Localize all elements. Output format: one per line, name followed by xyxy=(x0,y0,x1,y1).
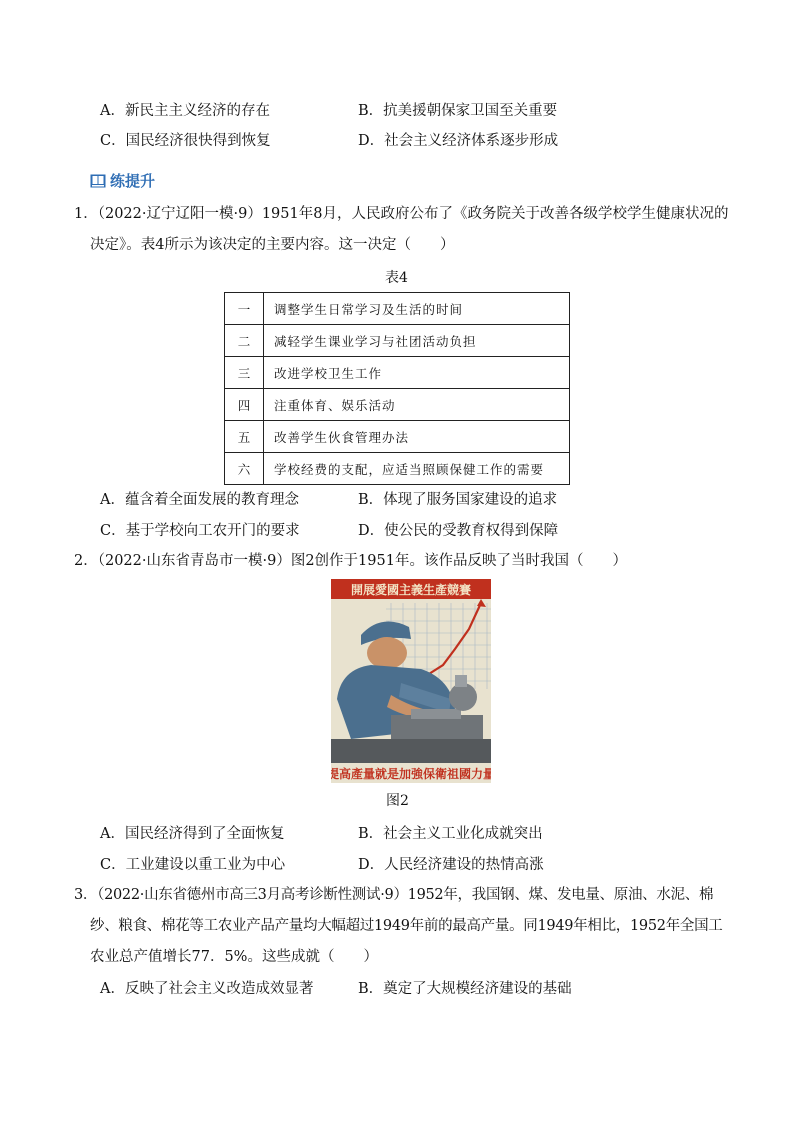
table-row xyxy=(225,421,570,453)
q2-stem-line1: 2．（2022·山东省青岛市一模·9）图2创作于1951年。该作品反映了当时我国（ ） xyxy=(74,553,627,569)
prev-option-a[interactable]: A．新民主主义经济的存在 xyxy=(100,103,270,119)
q1-option-c[interactable]: C．基于学校向工农开门的要求 xyxy=(100,523,300,539)
table-caption: 表4 xyxy=(385,270,408,286)
row-text: 减轻学生课业学习与社团活动负担 xyxy=(264,325,570,357)
prev-option-c[interactable]: C．国民经济很快得到恢复 xyxy=(100,133,271,149)
q3-stem-line1: 3．（2022·山东省德州市高三3月高考诊断性测试·9）1952年，我国钢、煤、发电量、原油、水泥、棉 xyxy=(74,887,714,903)
q3-option-b[interactable]: B．奠定了大规模经济建设的基础 xyxy=(358,981,572,997)
row-number: 二 xyxy=(225,325,264,357)
q1-stem-line2: 决定》。表4所示为该决定的主要内容。这一决定（ ） xyxy=(90,237,455,253)
section-header xyxy=(90,170,155,191)
q2-option-b[interactable]: B．社会主义工业化成就突出 xyxy=(358,826,543,842)
book-icon xyxy=(90,174,106,188)
figure-caption: 图2 xyxy=(386,793,409,809)
q2-option-c[interactable]: C．工业建设以重工业为中心 xyxy=(100,857,286,873)
q2-option-a[interactable]: A．国民经济得到了全面恢复 xyxy=(100,826,285,842)
table-row xyxy=(225,453,570,485)
row-number: 五 xyxy=(225,421,264,453)
q1-option-a[interactable]: A．蕴含着全面发展的教育理念 xyxy=(100,492,299,508)
q3-stem-line2: 纱、粮食、棉花等工农业产品产量均大幅超过1949年前的最高产量。同1949年相比，1952年全国工 xyxy=(90,918,723,934)
table-row xyxy=(225,357,570,389)
q1-option-b[interactable]: B．体现了服务国家建设的追求 xyxy=(358,492,558,508)
table-row xyxy=(225,325,570,357)
row-text: 注重体育、娱乐活动 xyxy=(264,389,570,421)
table-row xyxy=(225,389,570,421)
q3-stem-line3: 农业总产值增长77．5%。这些成就（ ） xyxy=(90,949,378,965)
row-number: 四 xyxy=(225,389,264,421)
prev-option-b[interactable]: B．抗美援朝保家卫国至关重要 xyxy=(358,103,558,119)
propaganda-poster xyxy=(331,579,491,783)
row-number: 三 xyxy=(225,357,264,389)
poster-illustration xyxy=(331,579,491,783)
poster-bottom-slogan: 提高產量就是加強保衛祖國力量 xyxy=(331,767,491,781)
row-number: 六 xyxy=(225,453,264,485)
q2-option-d[interactable]: D．人民经济建设的热情高涨 xyxy=(358,857,544,873)
row-text: 改进学校卫生工作 xyxy=(264,357,570,389)
row-text: 学校经费的支配，应适当照顾保健工作的需要 xyxy=(264,453,570,485)
poster-top-slogan: 開展愛國主義生產競賽 xyxy=(350,583,472,597)
prev-option-d[interactable]: D．社会主义经济体系逐步形成 xyxy=(358,133,559,149)
content-table xyxy=(224,292,570,485)
section-title: 练提升 xyxy=(110,172,156,190)
row-text: 调整学生日常学习及生活的时间 xyxy=(264,293,570,325)
q3-option-a[interactable]: A．反映了社会主义改造成效显著 xyxy=(100,981,314,997)
q1-stem-line1: 1．（2022·辽宁辽阳一模·9）1951年8月，人民政府公布了《政务院关于改善各级学校学生健康状况的 xyxy=(74,206,729,222)
q1-option-d[interactable]: D．使公民的受教育权得到保障 xyxy=(358,523,559,539)
table-row xyxy=(225,293,570,325)
row-number: 一 xyxy=(225,293,264,325)
row-text: 改善学生伙食管理办法 xyxy=(264,421,570,453)
